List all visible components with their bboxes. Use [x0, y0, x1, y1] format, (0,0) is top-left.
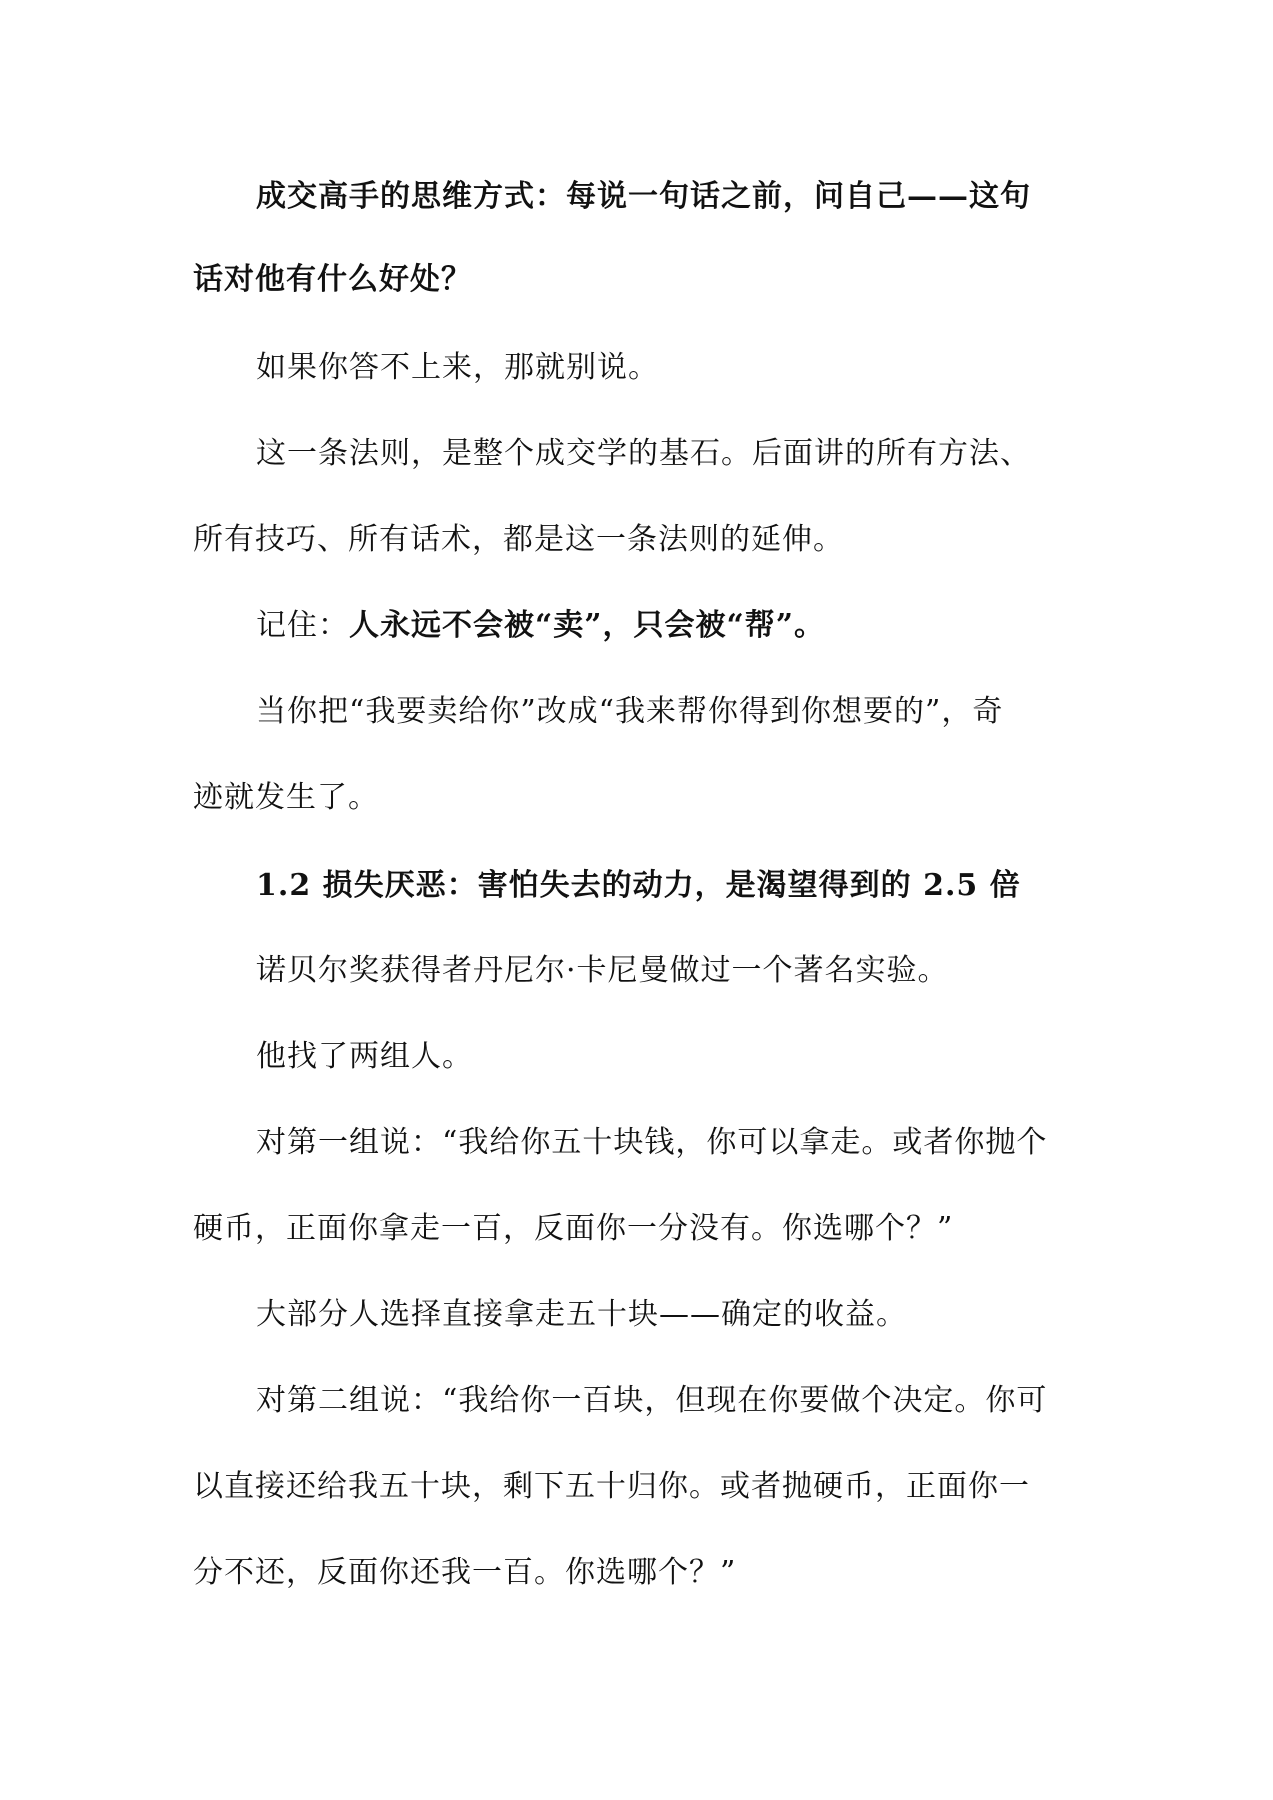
paragraph-group-two-line-2: 以直接还给我五十块，剩下五十归你。或者抛硬币，正面你一	[193, 1469, 1030, 1504]
paragraph-group-two-line-3: 分不还，反面你还我一百。你选哪个？”	[193, 1555, 737, 1590]
paragraph-majority-choice: 大部分人选择直接拿走五十块——确定的收益。	[256, 1297, 907, 1332]
paragraph-dont-say: 如果你答不上来，那就别说。	[256, 350, 659, 385]
section-heading: 1.2 损失厌恶：害怕失去的动力，是渴望得到的 2.5 倍	[256, 868, 1021, 903]
paragraph-cornerstone-line-2: 所有技巧、所有话术，都是这一条法则的延伸。	[193, 522, 844, 557]
paragraph-kahneman: 诺贝尔奖获得者丹尼尔·卡尼曼做过一个著名实验。	[256, 953, 949, 988]
paragraph-miracle-line-1: 当你把“我要卖给你”改成“我来帮你得到你想要的”，奇	[256, 694, 1004, 729]
paragraph-remember	[0, 596, 1273, 656]
paragraph-miracle-line-2: 迹就发生了。	[193, 780, 379, 815]
paragraph-thinking-rule-line-1: 成交高手的思维方式：每说一句话之前，问自己——这句	[256, 179, 1031, 214]
remember-emphasis: 人永远不会被“卖”，只会被“帮”。	[349, 608, 826, 643]
remember-prefix: 记住：	[256, 608, 349, 643]
paragraph-two-groups: 他找了两组人。	[256, 1039, 473, 1074]
paragraph-group-one-line-2: 硬币，正面你拿走一百，反面你一分没有。你选哪个？”	[193, 1211, 954, 1246]
paragraph-cornerstone-line-1: 这一条法则，是整个成交学的基石。后面讲的所有方法、	[256, 436, 1031, 471]
paragraph-group-two-line-1: 对第二组说：“我给你一百块，但现在你要做个决定。你可	[256, 1383, 1048, 1418]
paragraph-thinking-rule-line-2: 话对他有什么好处？	[193, 262, 472, 297]
paragraph-group-one-line-1: 对第一组说：“我给你五十块钱，你可以拿走。或者你抛个	[256, 1125, 1048, 1160]
